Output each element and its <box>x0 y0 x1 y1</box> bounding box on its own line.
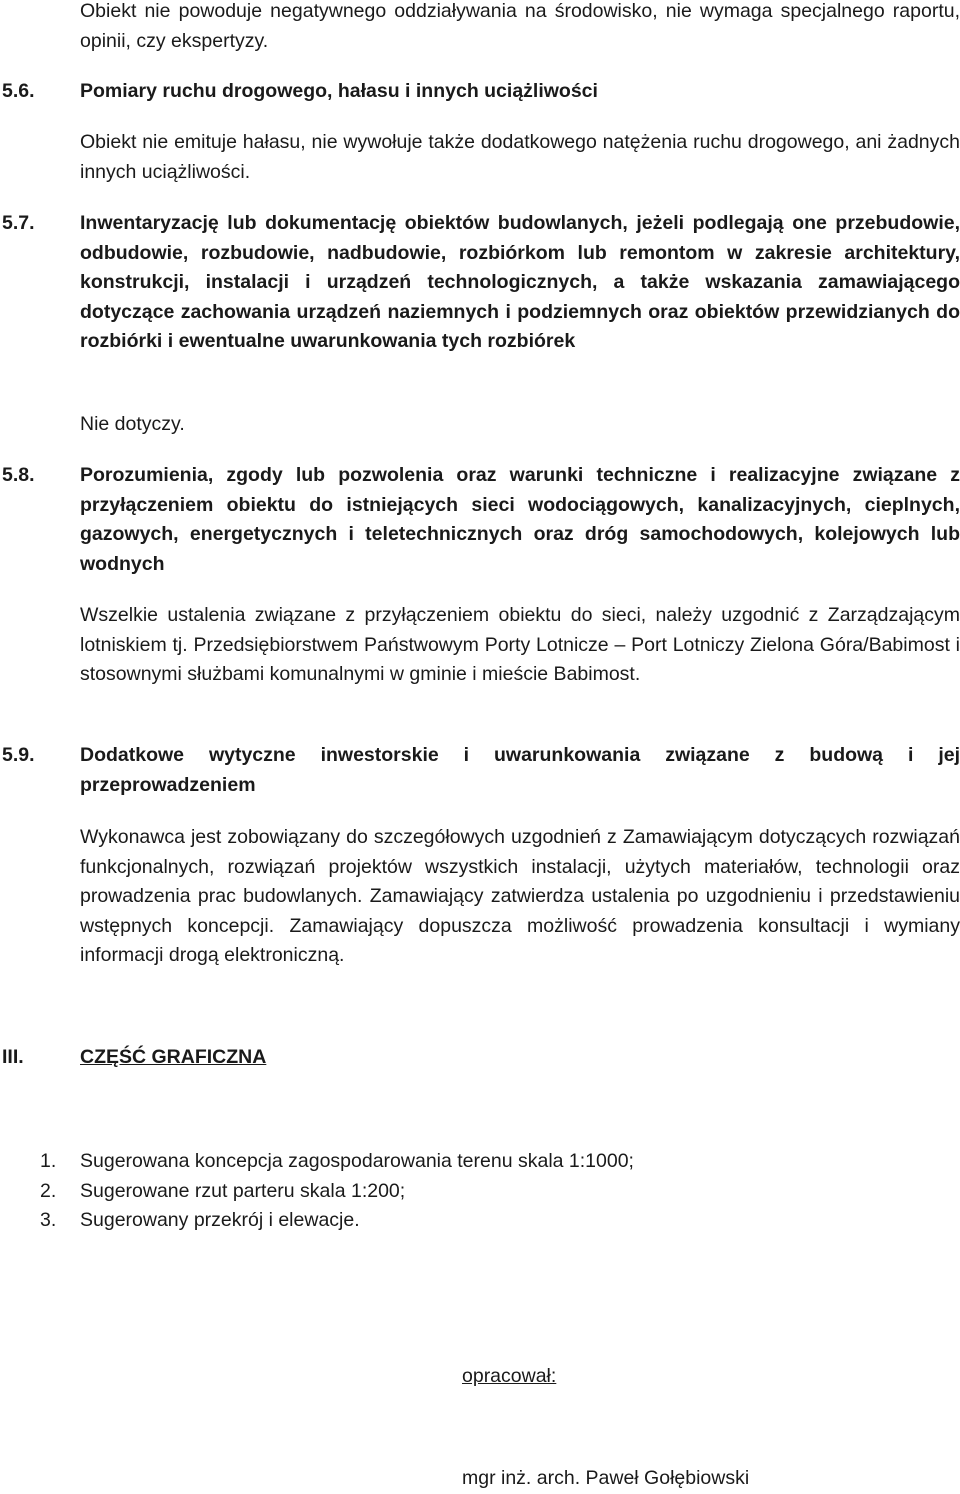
section-5-9-title: Dodatkowe wytyczne inwestorskie i uwarunkowania związane z budową i jej przeprowadzeniem <box>80 744 960 796</box>
part-3-title <box>80 1043 266 1073</box>
list-item <box>40 1177 634 1207</box>
list-item-number: 1. <box>40 1150 57 1172</box>
list-item <box>40 1147 634 1177</box>
section-5-9-number: 5.9. <box>2 744 35 766</box>
section-5-6-number: 5.6. <box>2 80 35 102</box>
section-5-8-title: Porozumienia, zgody lub pozwolenia oraz warunki techniczne i realizacyjne związane z przyłączeniem obiektu do istniejących sieci wodociągowych, kanalizacyjnych, cieplnych, gazowych, energetycznych i teletechnicznych oraz dróg samochodowych, kolejowych lub wodnych <box>80 464 960 575</box>
section-5-9-body: Wykonawca jest zobowiązany do szczegółowych uzgodnień z Zamawiającym dotyczących rozwiązań funkcjonalnych, rozwiązań projektów wszystkich instalacji, użytych materiałów, technologii oraz prowadzenia prac budowlanych. Zamawiający zatwierdza ustalenia po uzgodnieniu i przedstawieniu wstępnych koncepcji. Zamawiający dopuszcza możliwość prowadzenia konsultacji i wymiany informacji drogą elektroniczną. <box>80 826 960 966</box>
section-5-7-title: Inwentaryzację lub dokumentację obiektów budowlanych, jeżeli podlegają one przebudowie, odbudowie, rozbudowie, nadbudowie, rozbiórkom lub remontom w zakresie architektury, konstrukcji, instalacji i urządzeń technologicznych, a także wskazania zamawiającego dotyczące zachowania urządzeń naziemnych i podziemnych oraz obiektów przewidzianych do rozbiórki i ewentualne uwarunkowania tych rozbiórek <box>80 212 960 352</box>
part-3-title-text: CZĘŚĆ GRAFICZNA <box>80 1046 267 1068</box>
section-5-8-number: 5.8. <box>2 464 35 486</box>
signature-name: mgr inż. arch. Paweł Gołębiowski <box>462 1467 750 1489</box>
list-item-text: Sugerowana koncepcja zagospodarowania terenu skala 1:1000; <box>80 1150 634 1172</box>
list-item-text: Sugerowany przekrój i elewacje. <box>80 1209 360 1231</box>
list-item-number: 3. <box>40 1209 57 1231</box>
drawings-list <box>40 1147 634 1236</box>
part-3-number: III. <box>2 1046 24 1068</box>
list-item <box>40 1206 634 1236</box>
signature-label: opracował: <box>462 1365 557 1387</box>
section-5-7-number: 5.7. <box>2 212 35 234</box>
list-item-text: Sugerowane rzut parteru skala 1:200; <box>80 1179 406 1202</box>
section-5-6-body: Obiekt nie emituje hałasu, nie wywołuje także dodatkowego natężenia ruchu drogowego, ani żadnych innych uciążliwości. <box>80 131 960 183</box>
section-5-7-body: Nie dotyczy. <box>80 413 185 435</box>
section-5-8-body: Wszelkie ustalenia związane z przyłączeniem obiektu do sieci, należy uzgodnić z Zarządzającym lotniskiem tj. Przedsiębiorstwem Państwowym Porty Lotnicze – Port Lotniczy Zielona Góra/Babimost i stosownymi służbami komunalnymi w gminie i mieście Babimost. <box>80 604 960 685</box>
list-item-number: 2. <box>40 1179 57 1202</box>
section-5-6-title: Pomiary ruchu drogowego, hałasu i innych uciążliwości <box>80 80 598 102</box>
intro-paragraph: Obiekt nie powoduje negatywnego oddziaływania na środowisko, nie wymaga specjalnego raportu, opinii, czy ekspertyzy. <box>80 0 960 52</box>
